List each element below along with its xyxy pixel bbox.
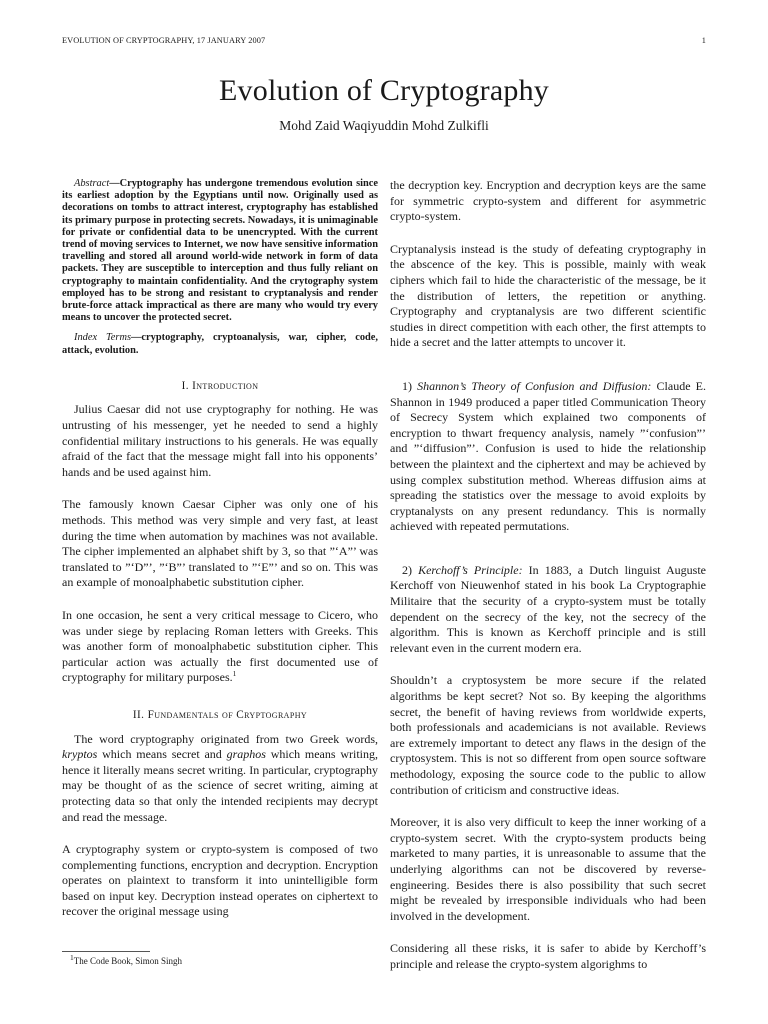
text-run: which means writing, hence it literally means secret writing. In particular, cryptography may be thought of as the science of secret writing, aiming at protecting data so that only the intended recipients may decrypt and read the message. (62, 747, 378, 824)
subsection-number: 2) (402, 562, 412, 577)
greek-word-graphos: graphos (226, 747, 266, 762)
kerchoff-paragraph-4: Considering all these risks, it is safer to abide by Kerchoff’s principle and release the crypto-system algorighms to (390, 941, 706, 971)
abstract-text: —Cryptography has undergone tremendous evolution since its earliest adoption by the Egyptians until now. Originally used as decorations on tombs to attract interest, cryptography has established its primary purpose in protecting secrets. Nowadays, it is unimaginable for private or confidential data to be unencrypted. With the current trend of moving services to Internet, we now have sensitive information travelling and stored all around world-wide network in form of data packets. They are susceptible to interception and thus fully reliant on cryptography to maintain confidentiality. And the crytography system employed has to be strong and resistant to cryptanalysis and render brute-force attack impractical as there are many who would try every means to uncover the protected secret. (62, 178, 378, 324)
author-name: Mohd Zaid Waqiyuddin Mohd Zulkifli (279, 118, 489, 133)
fundamentals-paragraph-2: A cryptography system or crypto-system is composed of two complementing functions, encryption and decryption. Encryption operates on plaintext to transform it into unintelligible form based on input key. Decryption instead operates on ciphertext to recover the original message using (62, 842, 378, 919)
right-column (390, 178, 706, 973)
section-heading-introduction (62, 379, 378, 395)
kerchoff-paragraph-3: Moreover, it is also very difficult to keep the inner working of a crypto-system secret. With the crypto-system products being marketed to many parties, it is unreasonable to assume that the underlying algorithms can not be discovered by reverse-engineering. Besides there is also possibility that such secret might be revealed by irresponsible individuals who had been involved in the development. (390, 815, 706, 923)
footnote-number: 1 (70, 953, 74, 962)
intro-paragraph-1: Julius Caesar did not use cryptography for nothing. He was untrusting of his messenger, yet he needed to send a highly confidential military instructions to his generals. He was equally afraid of the fact that the message might fall into his opponents’ hands and be used against him. (62, 402, 378, 479)
abstract-label: Abstract (74, 178, 110, 189)
page-number: 1 (701, 36, 706, 45)
shannon-subsection (390, 379, 706, 535)
footnote-text: The Code Book, Simon Singh (73, 956, 183, 966)
kerchoff-text: In 1883, a Dutch linguist Auguste Kerchoff von Nieuwenhof stated in his book La Cryptographie Militaire that the security of a crypto-system must be totally dependent on the secrecy of the key, not the secrecy of the algorithm. This is known as Kerchoff principle and is still relevant even in the current modern era. (390, 562, 706, 655)
index-terms (62, 332, 378, 356)
subsection-number: 1) (402, 378, 412, 393)
index-terms-text: —cryptography, cryptoanalysis, war, cipher, code, attack, evolution. (62, 332, 379, 356)
kerchoff-paragraph-2: Shouldn’t a cryptosystem be more secure if the related algorithms be kept secret? Not so. By keeping the algorithms secret, the benefit of having reviews from worldwide experts, both professionals and academicians is not available. Reviews are extremely important to detect any flaws in the design of the cryptosystem. This is not so different from open source software methodology, exposing the source code to the public to allow contribution of criticism and constructive ideas. (390, 673, 706, 797)
footnote-mark: 1 (232, 669, 237, 679)
subsection-title: Kerchoff’s Principle: (418, 562, 523, 577)
subsection-title: Shannon’s Theory of Confusion and Diffusion: (417, 378, 652, 393)
text-run: The word cryptography originated from two Greek words, (74, 731, 378, 746)
paper-title: Evolution of Cryptography (219, 74, 549, 107)
shannon-text: Claude E. Shannon in 1949 produced a paper titled Communication Theory of Secrecy System which explained two components of encryption to thwart frequency analysis, namely ”‘confusion”’ and ”‘diffusion”’. Confusion is used to hide the relationship between the plaintext and the ciphertext and may be achieved by using complex substitution method. Whereas diffusion aims at spreading the statistics over the message to avoid exploits by cryptanalysts on any present redundancy. This is normally achieved with repeated permutations. (390, 378, 706, 534)
section-numeral: I. (181, 379, 189, 392)
abstract (62, 178, 378, 324)
left-column (62, 178, 378, 920)
fundamentals-paragraph-4: Cryptanalysis instead is the study of defeating cryptography in the abscence of the key. This is possible, mainly with weak ciphers which fail to hide the characteristic of the message, be it the distribution of letters, the repetition or anything. Cryptography and cryptanalysis are two different scientific studies in direct competition with each other, the first attempts to hide a secret and the latter attempts to uncover it. (390, 241, 706, 350)
footnote-divider (62, 951, 150, 952)
fundamentals-paragraph-3: the decryption key. Encryption and decryption keys are the same for symmetric crypto-system and different for asymmetric crypto-system. (390, 178, 706, 224)
intro-paragraph-2: The famously known Caesar Cipher was only one of his methods. This method was very simple and very fast, at least during the time when automation by machines was not available. The cipher implemented an alphabet shift by 3, so that ”‘A”’ was translated to ”‘D”’, ”‘B”’ translated to ”‘E”’ and so on. This was an example of monoalphabetic substitution cipher. (62, 497, 378, 590)
greek-word-kryptos: kryptos (62, 747, 98, 762)
kerchoff-subsection (390, 563, 706, 657)
index-terms-label: Index Terms (74, 332, 132, 344)
section-heading-fundamentals (62, 708, 378, 724)
section-title: Fundamentals of Cryptography (147, 708, 308, 721)
text-run: which means secret and (97, 747, 227, 762)
running-header (62, 36, 706, 45)
footnote (62, 953, 378, 967)
intro-paragraph-3 (62, 608, 378, 686)
section-title: Introduction (192, 379, 259, 392)
fundamentals-paragraph-1 (62, 732, 378, 826)
running-title: EVOLUTION OF CRYPTOGRAPHY, 17 JANUARY 2007 (62, 36, 266, 45)
section-numeral: II. (132, 708, 145, 721)
intro-paragraph-3-text: In one occasion, he sent a very critical message to Cicero, who was under siege by replacing Roman letters with Greeks. This was another form of monoalphabetic substitution cipher. This particular action was actually the first documented use of cryptography for military purposes. (62, 607, 378, 685)
